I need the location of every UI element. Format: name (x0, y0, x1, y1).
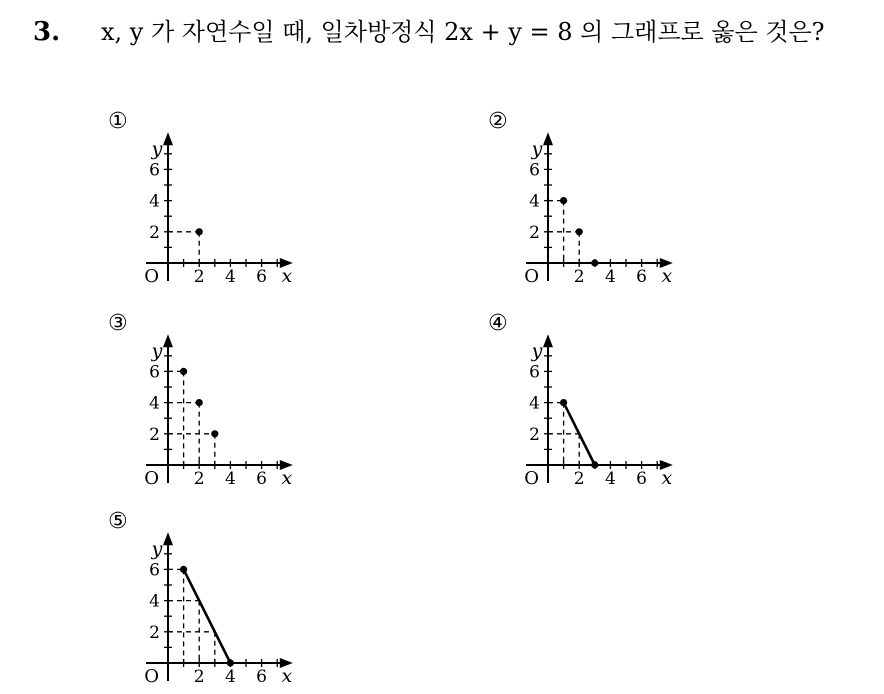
y-axis-arrow (163, 334, 173, 347)
y-tick-label: 4 (149, 393, 160, 414)
x-axis-label: x (281, 265, 293, 287)
data-point (180, 368, 187, 375)
x-tick-label: 4 (224, 667, 236, 687)
choice-graph (480, 105, 700, 295)
x-axis-label: x (281, 467, 293, 489)
y-axis-label: y (151, 538, 163, 561)
x-tick-label: 4 (224, 267, 236, 287)
choice-label: ③ (108, 311, 128, 336)
x-tick-label: 6 (256, 267, 268, 287)
y-axis-arrow (163, 532, 173, 545)
choice-4[interactable] (480, 307, 700, 497)
choice-graph (100, 505, 320, 694)
data-point (196, 228, 203, 235)
choice-3[interactable] (100, 307, 320, 497)
y-tick-label: 2 (149, 222, 160, 243)
y-axis-arrow (543, 334, 553, 347)
data-point (180, 566, 187, 573)
choice-label: ① (108, 109, 128, 134)
y-axis-label: y (531, 340, 543, 363)
question-number: 3. (33, 17, 61, 47)
origin-label: O (524, 266, 539, 287)
x-tick-label: 6 (636, 267, 648, 287)
y-tick-label: 4 (149, 191, 160, 212)
choice-label: ④ (488, 311, 508, 336)
choice-graph (480, 307, 700, 497)
x-tick-label: 2 (573, 469, 585, 489)
choice-5[interactable] (100, 505, 320, 694)
x-tick-label: 4 (604, 267, 616, 287)
y-tick-label: 2 (529, 424, 540, 445)
x-axis-label: x (661, 265, 673, 287)
origin-label: O (144, 468, 159, 489)
y-tick-label: 4 (149, 591, 160, 612)
x-tick-label: 6 (256, 667, 268, 687)
choice-label: ② (488, 109, 508, 134)
y-tick-label: 6 (529, 160, 540, 181)
y-tick-label: 2 (529, 222, 540, 243)
y-tick-label: 2 (149, 622, 160, 643)
y-axis-label: y (151, 340, 163, 363)
origin-label: O (524, 468, 539, 489)
choice-label: ⑤ (108, 509, 128, 534)
x-tick-label: 4 (604, 469, 616, 489)
x-tick-label: 6 (256, 469, 268, 489)
y-tick-label: 4 (529, 393, 540, 414)
y-tick-label: 2 (149, 424, 160, 445)
y-axis-arrow (543, 132, 553, 145)
data-point (196, 399, 203, 406)
x-axis-label: x (661, 467, 673, 489)
y-tick-label: 6 (149, 560, 160, 581)
graph-line (184, 569, 231, 663)
x-tick-label: 2 (573, 267, 585, 287)
data-point (591, 461, 598, 468)
x-axis-label: x (281, 665, 293, 687)
origin-label: O (144, 666, 159, 687)
data-point (591, 259, 598, 266)
question-text: x, y 가 자연수일 때, 일차방정식 2x + y = 8 의 그래프로 옳은 것은? (101, 18, 825, 46)
data-point (227, 659, 234, 666)
y-axis-arrow (163, 132, 173, 145)
choice-graph (100, 307, 320, 497)
x-tick-label: 2 (193, 469, 205, 489)
y-tick-label: 4 (529, 191, 540, 212)
choice-graph (100, 105, 320, 295)
data-point (576, 228, 583, 235)
question (33, 8, 873, 56)
data-point (560, 197, 567, 204)
choice-2[interactable] (480, 105, 700, 295)
x-tick-label: 2 (193, 267, 205, 287)
x-tick-label: 4 (224, 469, 236, 489)
x-tick-label: 6 (636, 469, 648, 489)
choice-1[interactable] (100, 105, 320, 295)
y-axis-label: y (531, 138, 543, 161)
x-tick-label: 2 (193, 667, 205, 687)
y-tick-label: 6 (149, 160, 160, 181)
origin-label: O (144, 266, 159, 287)
y-tick-label: 6 (529, 362, 540, 383)
data-point (211, 430, 218, 437)
y-tick-label: 6 (149, 362, 160, 383)
y-axis-label: y (151, 138, 163, 161)
data-point (560, 399, 567, 406)
